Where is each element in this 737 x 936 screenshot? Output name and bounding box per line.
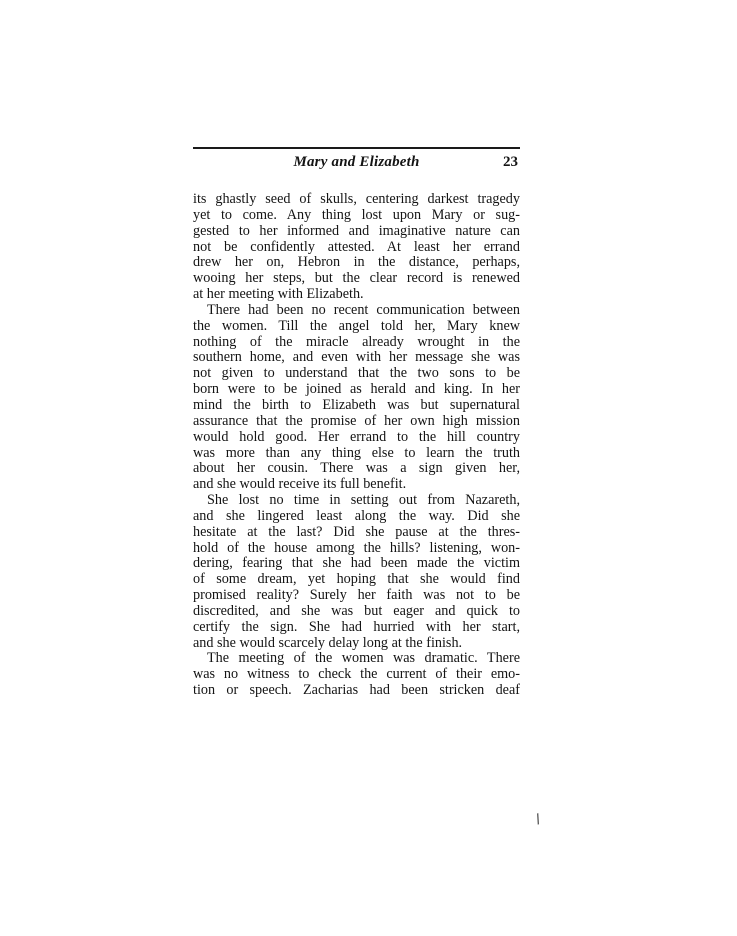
text-line: mind the birth to Elizabeth was but supernatural bbox=[193, 397, 520, 413]
text-line: was no witness to check the current of their emo- bbox=[193, 667, 520, 683]
text-line: hold of the house among the hills? listening, won- bbox=[193, 540, 520, 556]
text-line: the women. Till the angel told her, Mary knew bbox=[193, 318, 520, 334]
stray-mark: / bbox=[533, 811, 543, 828]
paragraph bbox=[193, 493, 520, 651]
running-title: Mary and Elizabeth bbox=[293, 154, 420, 170]
text-line: certify the sign. She had hurried with her start, bbox=[193, 619, 520, 635]
body-text bbox=[193, 192, 520, 699]
text-line: born were to be joined as herald and king. In her bbox=[193, 382, 520, 398]
text-line: The meeting of the women was dramatic. There bbox=[207, 651, 520, 667]
text-line: and she lingered least along the way. Did she bbox=[193, 508, 520, 524]
text-line: There had been no recent communication between bbox=[207, 302, 520, 318]
page-number: 23 bbox=[503, 154, 518, 170]
text-line: and she would receive its full benefit. bbox=[193, 477, 407, 493]
header-rule bbox=[193, 147, 520, 149]
text-line: of some dream, yet hoping that she would find bbox=[193, 572, 520, 588]
text-line: not given to understand that the two sons to be bbox=[193, 366, 520, 382]
text-line: not be confidently attested. At least her errand bbox=[193, 239, 520, 255]
paragraph bbox=[193, 192, 520, 303]
text-line: its ghastly seed of skulls, centering darkest tragedy bbox=[193, 192, 520, 207]
text-line: and she would scarcely delay long at the finish. bbox=[193, 635, 463, 651]
text-line: She lost no time in setting out from Nazareth, bbox=[207, 493, 520, 509]
text-line: was more than any thing else to learn the truth bbox=[193, 445, 520, 461]
text-line: assurance that the promise of her own high mission bbox=[193, 413, 520, 429]
text-line: southern home, and even with her message she was bbox=[193, 350, 520, 366]
paragraph bbox=[193, 303, 520, 493]
text-line: hesitate at the last? Did she pause at the thres- bbox=[193, 524, 520, 540]
text-line: nothing of the miracle already wrought in the bbox=[193, 334, 520, 350]
page-header bbox=[193, 152, 520, 176]
text-line: yet to come. Any thing lost upon Mary or sug- bbox=[193, 207, 520, 223]
text-line: gested to her informed and imaginative nature can bbox=[193, 223, 520, 239]
text-line: would hold good. Her errand to the hill country bbox=[193, 429, 520, 445]
paragraph bbox=[193, 651, 520, 699]
text-line: drew her on, Hebron in the distance, perhaps, bbox=[193, 255, 520, 271]
text-line: dering, fearing that she had been made the victim bbox=[193, 556, 520, 572]
text-line: about her cousin. There was a sign given her, bbox=[193, 461, 520, 477]
text-line: at her meeting with Elizabeth. bbox=[193, 287, 364, 303]
text-line: tion or speech. Zacharias had been stricken deaf bbox=[193, 683, 520, 699]
text-line: wooing her steps, but the clear record is renewed bbox=[193, 271, 520, 287]
text-line: promised reality? Surely her faith was not to be bbox=[193, 588, 520, 604]
text-line: discredited, and she was but eager and quick to bbox=[193, 603, 520, 619]
